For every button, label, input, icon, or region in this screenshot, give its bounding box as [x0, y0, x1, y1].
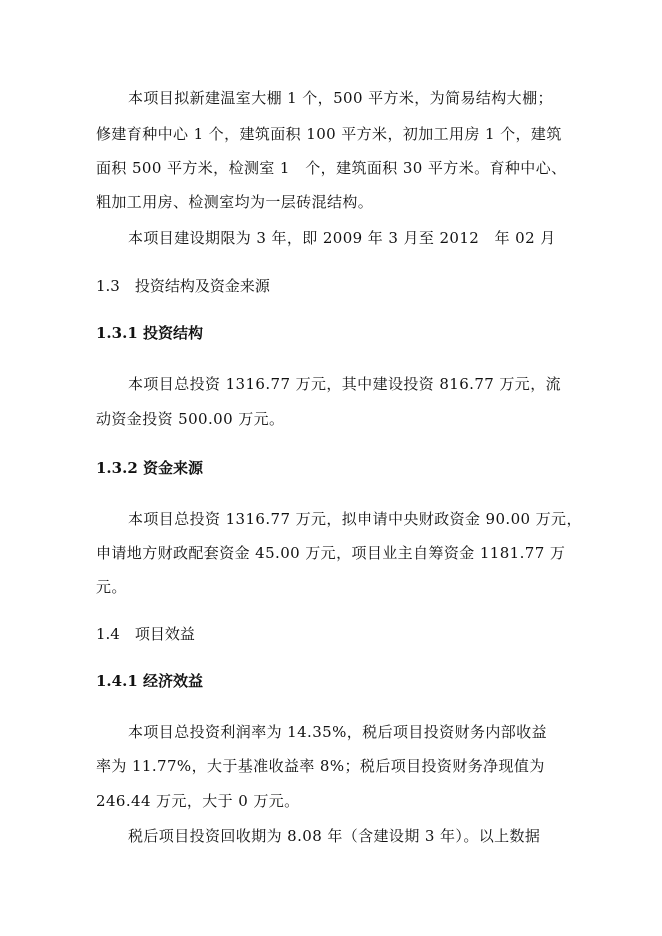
section-1-3-2-line2: 申请地方财政配套资金 45.00 万元，项目业主自筹资金 1181.77 万 [96, 544, 566, 562]
section-1-3-1-line2: 动资金投资 500.00 万元。 [96, 410, 285, 428]
para1-line4: 粗加工用房、检测室均为一层砖混结构。 [96, 193, 374, 211]
section-1-4-1-line4: 税后项目投资回收期为 8.08 年（含建设期 3 年）。以上数据 [128, 827, 541, 845]
section-1-4-1-line2: 率为 11.77%，大于基准收益率 8%；税后项目投资财务净现值为 [96, 757, 545, 775]
section-1-3-2-heading: 1.3.2 资金来源 [96, 459, 203, 477]
para2-line1: 本项目建设期限为 3 年，即 2009 年 3 月至 2012 年 02 月 [128, 229, 556, 247]
section-1-4-heading: 1.4 项目效益 [96, 625, 195, 643]
section-1-3-2-line1: 本项目总投资 1316.77 万元，拟申请中央财政资金 90.00 万元， [128, 510, 582, 528]
para1-line2: 修建育种中心 1 个，建筑面积 100 平方米，初加工用房 1 个，建筑 [96, 125, 562, 143]
section-1-4-1-line3: 246.44 万元，大于 0 万元。 [96, 792, 300, 810]
section-1-3-heading: 1.3 投资结构及资金来源 [96, 277, 270, 295]
section-1-3-1-line1: 本项目总投资 1316.77 万元，其中建设投资 816.77 万元，流 [128, 375, 561, 393]
section-1-3-2-line3: 元。 [96, 578, 127, 596]
para1-line3: 面积 500 平方米，检测室 1 个，建筑面积 30 平方米。育种中心、 [96, 159, 567, 177]
section-1-4-1-heading: 1.4.1 经济效益 [96, 672, 203, 690]
section-1-3-1-heading: 1.3.1 投资结构 [96, 324, 203, 342]
para1-line1: 本项目拟新建温室大棚 1 个，500 平方米，为简易结构大棚； [128, 89, 553, 107]
section-1-4-1-line1: 本项目总投资利润率为 14.35%，税后项目投资财务内部收益 [128, 723, 547, 741]
